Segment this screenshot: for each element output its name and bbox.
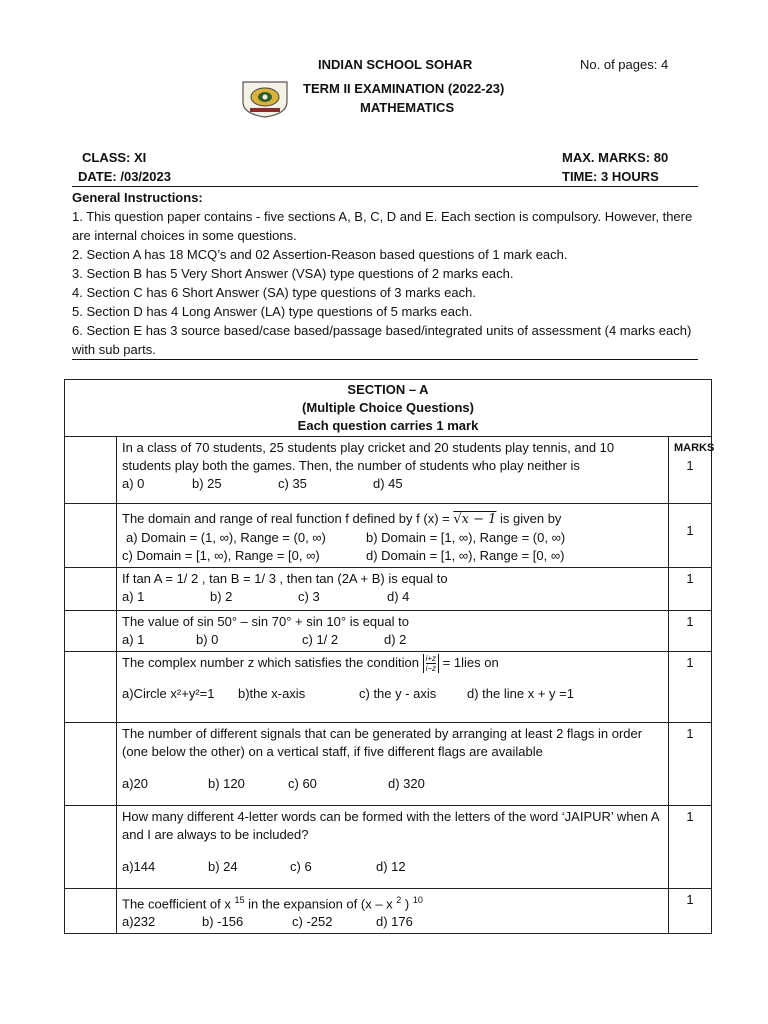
option: b) 2 [210,589,233,604]
question-row [65,652,712,723]
question-row [65,504,712,568]
options [122,631,663,649]
marks-cell [668,437,715,504]
options [122,913,663,931]
question-text-part: The domain and range of real function f defined by f (x) = [122,511,454,526]
option: d) 2 [384,632,407,647]
option: d) 4 [387,589,410,604]
question-text [122,891,663,913]
instruction-item: 6. Section E has 3 source based/case based/passage based/integrated units of assessment (4 marks each) with sub parts. [72,323,692,357]
option: b) Domain = [1, ∞), Range = (0, ∞) [366,530,566,545]
option: b) -156 [202,914,244,930]
option: b) 0 [196,632,219,647]
fraction-numerator: i+z [425,654,437,664]
question-row [65,806,712,889]
option: c) 60 [288,776,317,791]
marks-header: MARKS [673,442,715,454]
marks-cell [668,723,711,806]
question-number-cell [65,652,117,723]
section-subtitle: (Multiple Choice Questions) [302,400,474,415]
question-text-part: ) [401,896,413,912]
option: a)232 [122,914,156,930]
instruction-item: 3. Section B has 5 Very Short Answer (VSA) type questions of 2 marks each. [72,266,514,281]
option: a) 0 [122,476,145,491]
option: a) 1 [122,632,145,647]
question-row [65,611,712,652]
question-cell [117,652,669,723]
question-number-cell [65,889,117,934]
marks-cell [668,568,711,611]
options [122,858,663,876]
question-row [65,889,712,934]
option: d) 176 [376,914,413,930]
question-number-cell [65,806,117,889]
question-number-cell [65,504,117,568]
question-text-part: The complex number z which satisfies the condition [122,655,423,670]
option: c) 1/ 2 [302,632,339,647]
question-cell [117,437,669,504]
marks-cell [668,504,711,568]
marks-value: 1 [686,726,694,741]
question-text-part: The coefficient of x [122,896,235,912]
question-number-cell [65,437,117,504]
marks-cell [668,652,711,723]
instruction-item: 4. Section C has 6 Short Answer (SA) type questions of 3 marks each. [72,285,476,300]
sqrt-expression: √x − 1 [453,512,497,527]
superscript: 10 [412,895,423,905]
marks-value: 1 [686,809,694,824]
question-text: In a class of 70 students, 25 students play cricket and 20 students play tennis, and 10 students play both the games. Then, the number of students who play neither is [122,440,615,473]
question-text: The value of sin 50° – sin 70° + sin 10° is equal to [122,614,409,629]
marks-value: 1 [686,892,694,907]
option: d) Domain = [1, ∞), Range = [0, ∞) [366,548,565,563]
option: c) 6 [290,859,312,874]
question-number-cell [65,611,117,652]
question-text [122,654,663,673]
options [122,475,663,493]
option: c) 3 [298,589,320,604]
option: a) Domain = (1, ∞), Range = (0, ∞) [126,530,326,545]
question-text [122,510,663,529]
school-name: INDIAN SCHOOL SOHAR [318,57,473,72]
option: c) the y - axis [359,686,437,702]
question-row [65,437,712,504]
question-text: If tan A = 1/ 2 , tan B = 1/ 3 , then tan (2A + B) is equal to [122,571,448,586]
marks-cell [668,806,711,889]
section-note: Each question carries 1 mark [297,418,479,433]
class-label: CLASS: XI [82,150,147,165]
max-marks-label: MAX. MARKS: 80 [562,150,669,165]
question-cell [117,568,669,611]
question-text: How many different 4-letter words can be formed with the letters of the word ‘JAIPUR’ when A and I are always to be included? [122,809,659,842]
instruction-item: 1. This question paper contains - five sections A, B, C, D and E. Each section is compulsory. However, there are internal choices in some questions. [72,209,693,243]
superscript: 15 [234,895,245,905]
option: d) 320 [388,776,425,791]
question-text-part: = 1lies on [439,655,499,670]
option: a) 1 [122,589,145,604]
instruction-item: 5. Section D has 4 Long Answer (LA) type questions of 5 marks each. [72,304,473,319]
instructions-divider [72,359,698,360]
exam-title: TERM II EXAMINATION (2022-23) [303,81,505,96]
modulus-fraction [423,654,439,673]
school-logo-icon [240,78,290,118]
options [122,547,663,565]
option: b)the x-axis [238,686,306,702]
marks-value: 1 [686,614,694,629]
general-instructions [72,188,698,359]
questions-table [64,379,715,934]
option: a)Circle x²+y²=1 [122,686,215,702]
option: b) 120 [208,776,245,791]
options [122,588,663,606]
question-cell [117,889,669,934]
option: a)144 [122,859,156,874]
question-text-part: is given by [496,511,562,526]
marks-value: 1 [686,523,694,538]
options [122,685,663,703]
section-title: SECTION – A [347,382,429,397]
header-divider [72,186,698,187]
question-number-cell [65,568,117,611]
option: c) -252 [292,914,333,930]
marks-cell [668,611,711,652]
instructions-title: General Instructions: [72,190,203,205]
options [122,529,663,547]
section-header-row [65,380,712,437]
question-cell [117,806,669,889]
option: b) 24 [208,859,238,874]
question-row [65,723,712,806]
option: a)20 [122,776,149,791]
time-label: TIME: 3 HOURS [562,169,659,184]
marks-value: 1 [686,655,694,670]
option: c) Domain = [1, ∞), Range = [0, ∞) [122,548,320,563]
option: d) 45 [373,476,403,491]
page-count: No. of pages: 4 [580,57,669,72]
question-number-cell [65,723,117,806]
option: d) 12 [376,859,406,874]
fraction-denominator: i−z [425,664,437,674]
marks-cell [668,889,711,934]
instruction-item: 2. Section A has 18 MCQ’s and 02 Assertion-Reason based questions of 1 mark each. [72,247,568,262]
question-text: The number of different signals that can be generated by arranging at least 2 flags in order (one below the other) on a vertical staff, if five different flags are available [122,726,643,759]
question-cell [117,611,669,652]
subject-title: MATHEMATICS [360,100,455,115]
option: b) 25 [192,476,222,491]
question-text-part: in the expansion of (x – x [244,896,397,912]
marks-value: 1 [686,571,694,586]
options [122,775,663,793]
superscript: 2 [396,895,402,905]
question-cell [117,723,669,806]
date-label: DATE: /03/2023 [78,169,171,184]
option: d) the line x + y =1 [467,686,574,702]
marks-value: 1 [686,458,694,473]
option: c) 35 [278,476,307,491]
question-cell [117,504,669,568]
question-row [65,568,712,611]
